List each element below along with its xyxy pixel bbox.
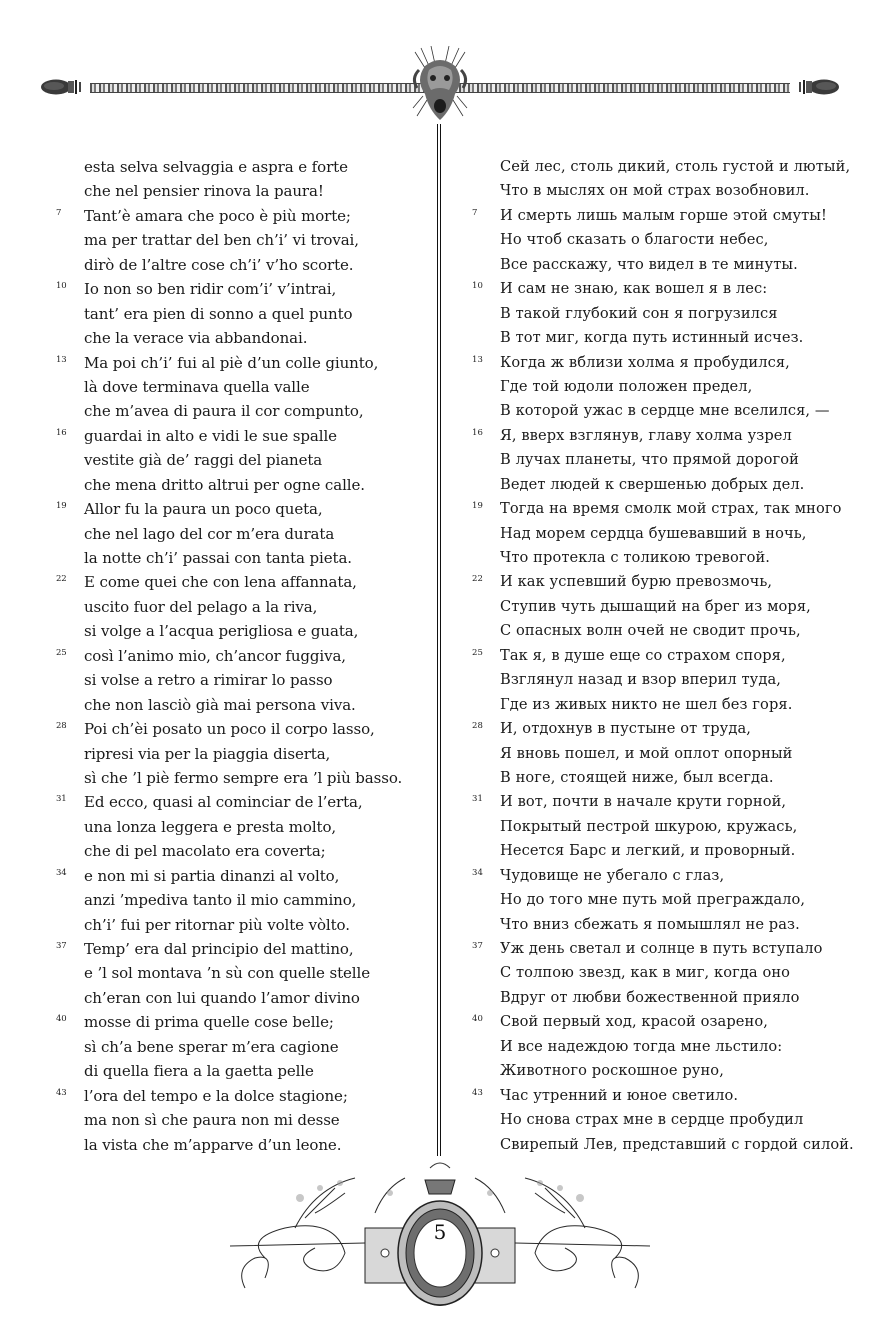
verse-line xyxy=(472,1084,852,1108)
verse-line xyxy=(56,717,426,741)
verse-line xyxy=(56,1035,426,1059)
verse-text: e ’l sol montava ’n sù con quelle stelle xyxy=(84,964,370,983)
verse-text: Ma poi ch’i’ fui al piè d’un colle giunto, xyxy=(84,353,379,372)
line-number: 25 xyxy=(472,647,484,658)
line-number: 13 xyxy=(472,354,484,365)
verse-line xyxy=(472,839,852,863)
verse-line xyxy=(472,986,852,1010)
verse-text: si volge a l’acqua perigliosa e guata, xyxy=(84,622,359,641)
verse-line xyxy=(472,644,852,668)
verse-text: С опасных волн очей не сводит прочь, xyxy=(500,622,801,640)
verse-line xyxy=(56,179,426,203)
line-number: 31 xyxy=(472,794,484,805)
line-number: 37 xyxy=(472,941,484,951)
verse-text: Что в мыслях он мой страх возобновил. xyxy=(500,182,810,200)
verse-line xyxy=(472,399,852,423)
verse-line xyxy=(472,497,852,521)
verse-text: Тогда на время смолк мой страх, так много xyxy=(500,500,842,518)
verse-text: esta selva selvaggia e aspra e forte xyxy=(84,158,348,176)
verse-text: Час утренний и юное светило. xyxy=(500,1086,739,1104)
verse-text: che la verace via abbandonai. xyxy=(84,329,308,348)
verse-text: Где той юдоли положен предел, xyxy=(500,377,753,395)
verse-text: così l’animo mio, ch’ancor fuggiva, xyxy=(84,646,346,665)
line-number: 34 xyxy=(472,867,484,878)
verse-text: Ведет людей к свершенью добрых дел. xyxy=(500,475,805,493)
line-number: 31 xyxy=(56,794,67,805)
verse-text: С толпою звезд, как в миг, когда оно xyxy=(500,964,791,982)
verse-line xyxy=(56,742,426,766)
verse-line xyxy=(472,1059,852,1083)
line-number: 28 xyxy=(472,721,484,732)
verse-line xyxy=(56,839,426,863)
verse-line xyxy=(472,228,852,252)
verse-text: Несется Барс и легкий, и проворный. xyxy=(500,842,796,860)
verse-text: Allor fu la paura un poco queta, xyxy=(84,500,323,519)
verse-text: Ed ecco, quasi al cominciar de l’erta, xyxy=(84,793,363,812)
verse-text: ch’i’ fui per ritornar più volte vòlto. xyxy=(84,915,350,934)
verse-text: И, отдохнув в пустыне от труда, xyxy=(500,720,751,738)
line-number: 22 xyxy=(472,574,484,585)
page-number: 5 xyxy=(433,1220,447,1244)
verse-text: uscito fuor del pelago a la riva, xyxy=(84,597,318,616)
verse-text: Все расскажу, что видел в те минуты. xyxy=(500,255,798,273)
verse-line xyxy=(56,693,426,717)
line-number: 7 xyxy=(472,207,478,218)
verse-text: Я, вверх взглянув, главу холма узрел xyxy=(500,426,792,444)
verse-line xyxy=(56,668,426,692)
verse-line xyxy=(472,595,852,619)
verse-text: И сам не знаю, как вошел я в лес: xyxy=(500,280,768,298)
line-number: 25 xyxy=(56,647,67,658)
russian-text-column xyxy=(472,155,852,1157)
verse-line xyxy=(56,937,426,961)
verse-text: si volse a retro a rimirar lo passo xyxy=(84,671,333,690)
right-finial-icon xyxy=(796,78,840,96)
verse-line xyxy=(56,595,426,619)
verse-line xyxy=(472,473,852,497)
verse-line xyxy=(472,179,852,203)
verse-text: l’ora del tempo e la dolce stagione; xyxy=(84,1086,348,1105)
verse-line xyxy=(56,253,426,277)
verse-line xyxy=(56,155,426,179)
verse-text: В лучах планеты, что прямой дорогой xyxy=(500,451,799,469)
verse-line xyxy=(56,399,426,423)
verse-text: ripresi via per la piaggia diserta, xyxy=(84,744,331,763)
verse-line xyxy=(56,473,426,497)
verse-line xyxy=(56,619,426,643)
left-finial-icon xyxy=(40,78,84,96)
verse-text: una lonza leggera e presta molto, xyxy=(84,817,337,836)
line-number: 43 xyxy=(56,1087,67,1098)
verse-text: Над морем сердца бушевавший в ночь, xyxy=(500,524,807,542)
line-number: 37 xyxy=(56,941,67,951)
verse-text: В тот миг, когда путь истинный исчез. xyxy=(500,329,804,347)
verse-line xyxy=(472,375,852,399)
verse-line xyxy=(56,913,426,937)
verse-text: che nel pensier rinova la paura! xyxy=(84,182,324,201)
verse-text: mosse di prima quelle cose belle; xyxy=(84,1013,334,1032)
verse-text: Покрытый пестрой шкурою, кружась, xyxy=(500,817,798,835)
verse-line xyxy=(56,1010,426,1034)
verse-text: Животного роскошное руно, xyxy=(500,1062,724,1080)
verse-line xyxy=(56,424,426,448)
verse-line xyxy=(472,742,852,766)
verse-line xyxy=(472,1010,852,1034)
line-number: 19 xyxy=(472,501,484,512)
verse-text: В такой глубокий сон я погрузился xyxy=(500,304,778,322)
verse-text: guardai in alto e vidi le sue spalle xyxy=(84,426,337,445)
line-number: 34 xyxy=(56,867,67,878)
verse-text: Свирепый Лев, представший с гордой силой. xyxy=(500,1135,854,1153)
italian-text-column xyxy=(56,155,426,1157)
verse-text: В которой ужас в сердце мне вселился, — xyxy=(500,402,830,420)
line-number: 16 xyxy=(472,427,484,438)
verse-text: la notte ch’i’ passai con tanta pieta. xyxy=(84,549,352,567)
verse-line xyxy=(472,277,852,301)
line-number: 19 xyxy=(56,501,67,512)
verse-text: che nel lago del cor m’era durata xyxy=(84,524,335,543)
verse-line xyxy=(56,204,426,228)
verse-line xyxy=(56,1108,426,1132)
grotesque-mask-icon xyxy=(405,46,475,126)
verse-line xyxy=(56,644,426,668)
line-number: 28 xyxy=(56,721,67,732)
verse-line xyxy=(472,302,852,326)
verse-line xyxy=(56,228,426,252)
verse-text: Так я, в душе еще со страхом споря, xyxy=(500,646,786,664)
verse-line xyxy=(472,424,852,448)
verse-text: sì ch’a bene sperar m’era cagione xyxy=(84,1037,339,1056)
verse-line xyxy=(472,326,852,350)
verse-line xyxy=(472,937,852,961)
verse-line xyxy=(472,790,852,814)
verse-line xyxy=(472,913,852,937)
verse-text: dirò de l’altre cose ch’i’ v’ho scorte. xyxy=(84,255,354,274)
line-number: 43 xyxy=(472,1087,484,1098)
verse-line xyxy=(56,448,426,472)
verse-line xyxy=(472,155,852,179)
verse-line xyxy=(472,1108,852,1132)
line-number: 16 xyxy=(56,427,67,438)
line-number: 10 xyxy=(472,281,484,292)
line-number: 7 xyxy=(56,207,62,218)
verse-text: Но чтоб сказать о благости небес, xyxy=(500,231,769,249)
verse-line xyxy=(56,1133,426,1157)
verse-text: E come quei che con lena affannata, xyxy=(84,573,357,592)
verse-line xyxy=(472,448,852,472)
verse-line xyxy=(472,619,852,643)
verse-line xyxy=(472,1133,852,1157)
line-number: 40 xyxy=(56,1014,67,1025)
verse-text: che mena dritto altrui per ogne calle. xyxy=(84,475,365,494)
verse-line xyxy=(56,864,426,888)
verse-line xyxy=(56,766,426,790)
verse-text: che m’avea di paura il cor compunto, xyxy=(84,402,364,421)
verse-line xyxy=(56,888,426,912)
verse-line xyxy=(56,326,426,350)
verse-line xyxy=(56,277,426,301)
verse-text: Ступив чуть дышащий на брег из моря, xyxy=(500,597,811,615)
verse-line xyxy=(56,815,426,839)
verse-line xyxy=(472,961,852,985)
verse-line xyxy=(472,570,852,594)
verse-text: Вдруг от любви божественной прияло xyxy=(500,988,800,1006)
center-divider-rule xyxy=(437,124,441,1156)
verse-line xyxy=(56,351,426,375)
verse-text: Уж день светал и солнце в путь вступало xyxy=(500,940,823,957)
verse-text: Сей лес, столь дикий, столь густой и лютый, xyxy=(500,158,851,175)
verse-text: Я вновь пошел, и мой оплот опорный xyxy=(500,744,793,762)
line-number: 22 xyxy=(56,574,67,585)
verse-text: Когда ж вблизи холма я пробудился, xyxy=(500,353,790,371)
verse-line xyxy=(56,1084,426,1108)
verse-line xyxy=(472,888,852,912)
verse-text: tant’ era pien di sonno a quel punto xyxy=(84,304,353,323)
verse-line xyxy=(472,717,852,741)
verse-text: И смерть лишь малым горше этой смуты! xyxy=(500,206,827,224)
verse-text: anzi ’mpediva tanto il mio cammino, xyxy=(84,891,357,910)
verse-text: Io non so ben ridir com’i’ v’intrai, xyxy=(84,280,337,299)
verse-text: ma non sì che paura non mi desse xyxy=(84,1111,340,1130)
verse-line xyxy=(472,766,852,790)
verse-text: И как успевший бурю превозмочь, xyxy=(500,573,773,591)
verse-text: Temp’ era dal principio del mattino, xyxy=(84,940,354,958)
verse-text: ma per trattar del ben ch’i’ vi trovai, xyxy=(84,231,359,250)
verse-text: sì che ’l piè fermo sempre era ’l più basso. xyxy=(84,768,403,787)
line-number: 40 xyxy=(472,1014,484,1025)
verse-text: Но снова страх мне в сердце пробудил xyxy=(500,1111,804,1129)
verse-text: là dove terminava quella valle xyxy=(84,377,310,396)
verse-text: Взглянул назад и взор вперил туда, xyxy=(500,671,781,689)
verse-text: Tant’è amara che poco è più morte; xyxy=(84,206,351,225)
verse-line xyxy=(472,253,852,277)
verse-text: Свой первый ход, красой озарено, xyxy=(500,1013,768,1031)
verse-text: Poi ch’èi posato un poco il corpo lasso, xyxy=(84,720,375,739)
verse-text: Чудовище не убегало с глаз, xyxy=(500,866,725,884)
verse-line xyxy=(472,546,852,570)
verse-line xyxy=(56,522,426,546)
verse-text: И все надеждою тогда мне льстило: xyxy=(500,1037,783,1055)
verse-text: В ноге, стоящей ниже, был всегда. xyxy=(500,768,774,786)
verse-line xyxy=(56,546,426,570)
verse-line xyxy=(472,668,852,692)
verse-line xyxy=(472,522,852,546)
verse-line xyxy=(56,375,426,399)
verse-text: И вот, почти в начале крути горной, xyxy=(500,793,787,811)
line-number: 10 xyxy=(56,281,67,292)
verse-line xyxy=(472,864,852,888)
verse-line xyxy=(472,204,852,228)
verse-text: ch’eran con lui quando l’amor divino xyxy=(84,988,360,1007)
verse-line xyxy=(472,693,852,717)
verse-line xyxy=(56,570,426,594)
verse-text: Что протекла с толикою тревогой. xyxy=(500,549,771,566)
verse-line xyxy=(56,1059,426,1083)
verse-text: di quella fiera a la gaetta pelle xyxy=(84,1062,314,1081)
verse-line xyxy=(56,302,426,326)
verse-line xyxy=(472,351,852,375)
verse-line xyxy=(56,986,426,1010)
verse-line xyxy=(56,961,426,985)
verse-line xyxy=(56,790,426,814)
verse-line xyxy=(472,1035,852,1059)
verse-text: vestite già de’ raggi del pianeta xyxy=(84,451,323,470)
verse-line xyxy=(56,497,426,521)
verse-text: che non lasciò già mai persona viva. xyxy=(84,695,356,714)
verse-text: e non mi si partia dinanzi al volto, xyxy=(84,866,340,885)
verse-line xyxy=(472,815,852,839)
line-number: 13 xyxy=(56,354,67,365)
verse-text: Где из живых никто не шел без горя. xyxy=(500,695,793,713)
verse-text: Что вниз сбежать я помышлял не раз. xyxy=(500,915,800,933)
verse-text: Но до того мне путь мой преграждало, xyxy=(500,891,806,909)
verse-text: la vista che m’apparve d’un leone. xyxy=(84,1135,342,1154)
verse-text: che di pel macolato era coverta; xyxy=(84,842,326,861)
